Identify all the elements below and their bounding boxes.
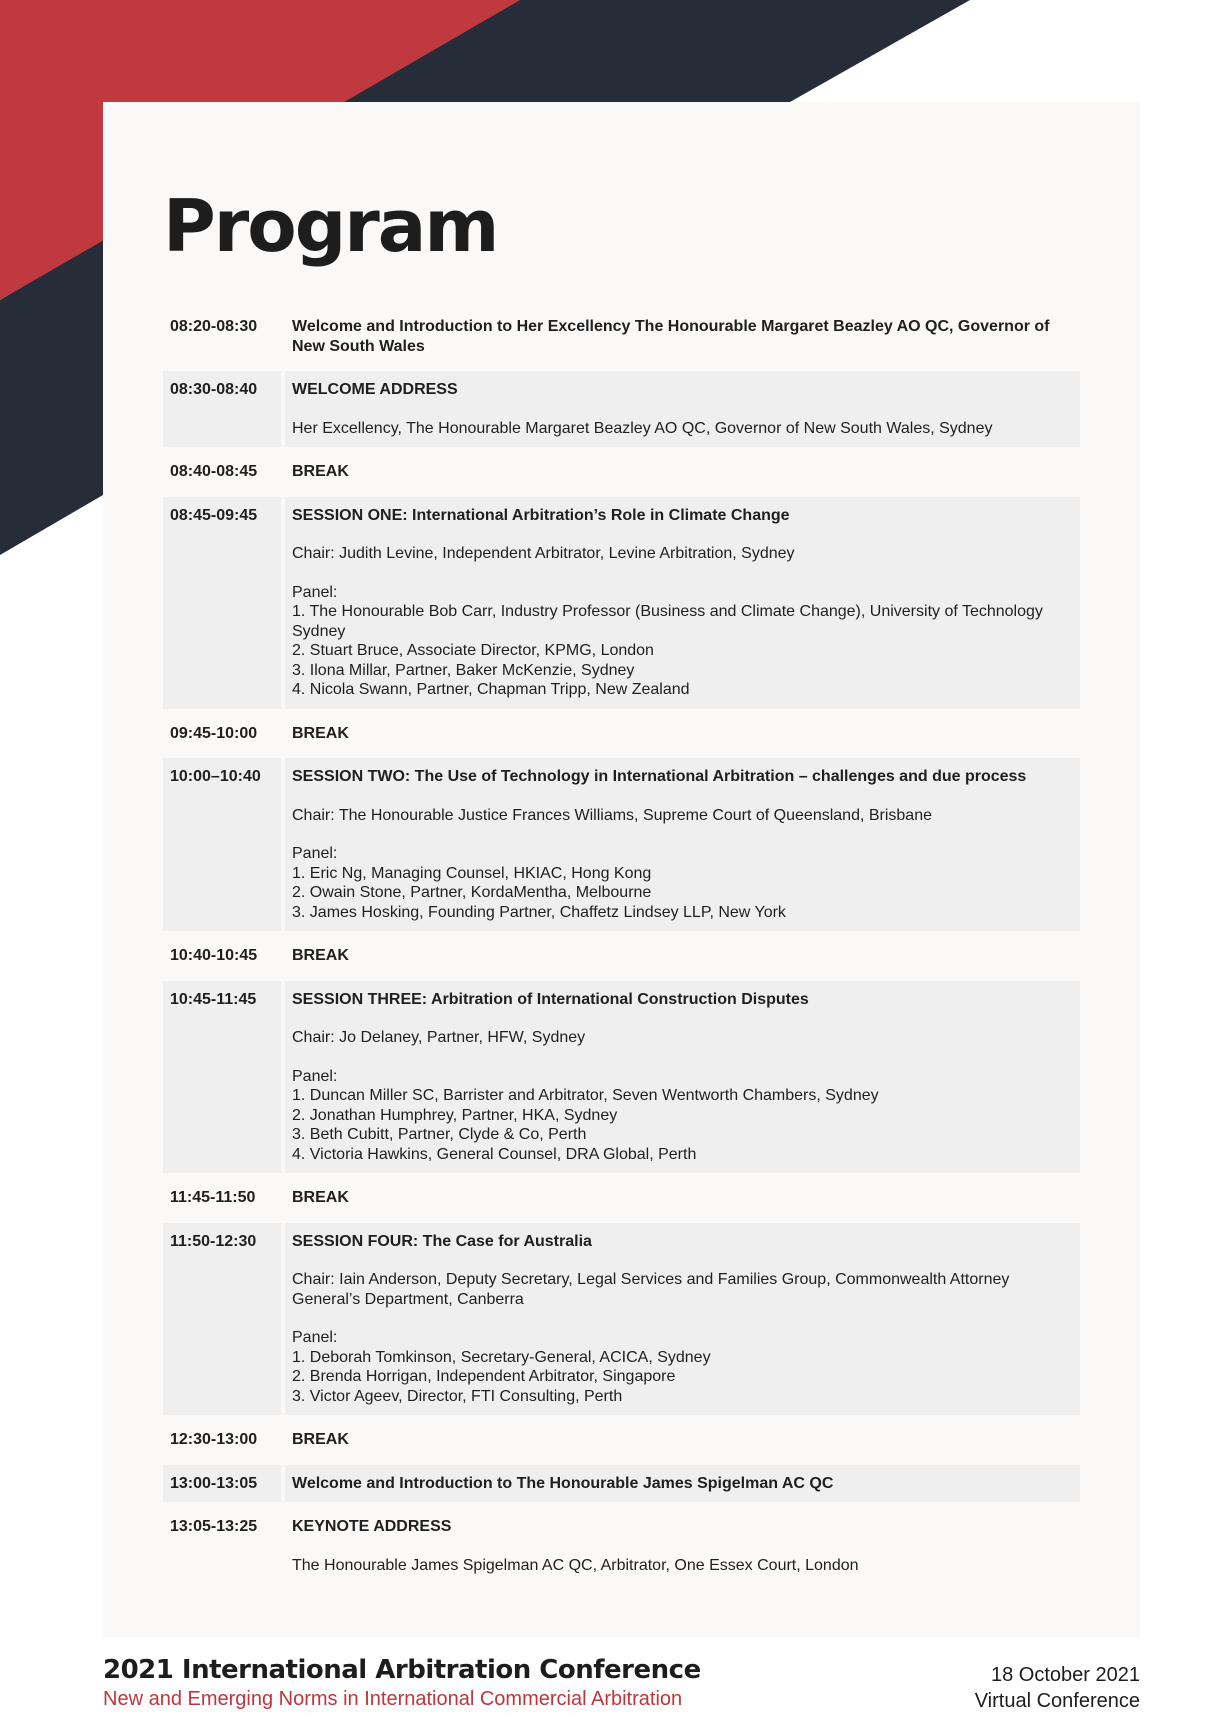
session-detail-block (292, 1067, 1072, 1165)
session-heading: SESSION ONE: International Arbitration’s Role in Climate Change (292, 506, 790, 524)
program-row (163, 758, 1080, 931)
conference-subtitle: New and Emerging Norms in International Commercial Arbitration (103, 1688, 683, 1710)
event-location: Virtual Conference (974, 1690, 1140, 1712)
session-detail-line: Panel: (292, 1067, 338, 1085)
session-details (281, 1223, 1080, 1416)
program-row (163, 308, 1080, 365)
session-details (281, 1179, 1080, 1217)
session-time: 10:00–10:40 (163, 758, 281, 931)
session-time: 13:00-13:05 (163, 1465, 281, 1503)
session-heading: SESSION THREE: Arbitration of International Construction Disputes (292, 990, 809, 1008)
session-time: 12:30-13:00 (163, 1421, 281, 1459)
session-details (281, 937, 1080, 975)
session-detail-line: 4. Nicola Swann, Partner, Chapman Tripp, New Zealand (292, 681, 690, 698)
session-detail-line: Chair: The Honourable Justice Frances Williams, Supreme Court of Queensland, Brisbane (292, 806, 932, 824)
program-row (163, 937, 1080, 975)
session-details (281, 1421, 1080, 1459)
session-heading: WELCOME ADDRESS (292, 381, 458, 398)
session-time: 08:45-09:45 (163, 497, 281, 709)
session-detail-block (292, 844, 1072, 922)
session-detail-line: 1. Eric Ng, Managing Counsel, HKIAC, Hong Kong (292, 864, 652, 882)
session-detail-line: 2. Owain Stone, Partner, KordaMentha, Melbourne (292, 884, 652, 901)
program-row (163, 1465, 1080, 1503)
session-detail-line: 2. Brenda Horrigan, Independent Arbitrator, Singapore (292, 1368, 676, 1385)
session-detail-block (292, 544, 1072, 564)
session-detail-line: 4. Victoria Hawkins, General Counsel, DRA Global, Perth (292, 1145, 697, 1163)
program-row (163, 371, 1080, 447)
session-detail-block (292, 419, 1072, 439)
session-detail-block (292, 1328, 1072, 1406)
session-heading: BREAK (292, 1431, 349, 1448)
conference-title: 2021 International Arbitration Conference (103, 1655, 701, 1685)
event-date: 18 October 2021 (991, 1664, 1140, 1686)
program-card (103, 102, 1140, 1637)
session-detail-block (292, 1556, 1072, 1576)
program-table (163, 302, 1080, 1590)
footer-event-info (975, 1662, 1140, 1714)
session-detail-line: 3. James Hosking, Founding Partner, Chaffetz Lindsey LLP, New York (292, 903, 786, 921)
session-heading: Welcome and Introduction to The Honourable James Spigelman AC QC (292, 1474, 834, 1492)
program-row (163, 1179, 1080, 1217)
session-detail-line: 3. Victor Ageev, Director, FTI Consulting, Perth (292, 1387, 623, 1405)
session-time: 13:05-13:25 (163, 1508, 281, 1584)
program-row (163, 497, 1080, 709)
session-details (281, 371, 1080, 447)
session-time: 08:20-08:30 (163, 308, 281, 365)
program-row (163, 453, 1080, 491)
session-heading: SESSION FOUR: The Case for Australia (292, 1232, 592, 1250)
program-row (163, 1508, 1080, 1584)
session-detail-line: Panel: (292, 845, 338, 862)
page-title: Program (163, 184, 498, 268)
session-detail-line: 1. The Honourable Bob Carr, Industry Professor (Business and Climate Change), University of Technology Sydney (292, 603, 1043, 640)
session-detail-line: 2. Jonathan Humphrey, Partner, HKA, Sydney (292, 1106, 618, 1124)
program-row (163, 1421, 1080, 1459)
session-details (281, 981, 1080, 1174)
session-detail-block (292, 583, 1072, 700)
session-time: 11:45-11:50 (163, 1179, 281, 1217)
footer-conference (103, 1655, 701, 1711)
session-detail-line: Panel: (292, 583, 338, 601)
session-detail-line: Chair: Jo Delaney, Partner, HFW, Sydney (292, 1029, 586, 1046)
session-detail-line: Panel: (292, 1329, 338, 1346)
session-detail-block (292, 806, 1072, 826)
session-detail-line: Chair: Iain Anderson, Deputy Secretary, Legal Services and Families Group, Commonwealth Attorney General’s Department, Canberra (292, 1271, 1010, 1308)
program-row (163, 715, 1080, 753)
session-details (281, 497, 1080, 709)
session-time: 10:45-11:45 (163, 981, 281, 1174)
session-time: 11:50-12:30 (163, 1223, 281, 1416)
session-detail-line: 2. Stuart Bruce, Associate Director, KPMG, London (292, 642, 654, 659)
session-time: 09:45-10:00 (163, 715, 281, 753)
program-row (163, 981, 1080, 1174)
session-details (281, 308, 1080, 365)
session-heading: SESSION TWO: The Use of Technology in International Arbitration – challenges and due process (292, 768, 1027, 785)
session-heading: BREAK (292, 724, 349, 742)
session-details (281, 715, 1080, 753)
session-heading: BREAK (292, 463, 349, 480)
session-detail-line: 1. Duncan Miller SC, Barrister and Arbitrator, Seven Wentworth Chambers, Sydney (292, 1087, 879, 1104)
session-details (281, 453, 1080, 491)
session-heading: BREAK (292, 947, 349, 964)
session-detail-line: 3. Beth Cubitt, Partner, Clyde & Co, Perth (292, 1126, 587, 1143)
session-detail-line: Chair: Judith Levine, Independent Arbitrator, Levine Arbitration, Sydney (292, 545, 795, 562)
session-details (281, 758, 1080, 931)
session-details (281, 1465, 1080, 1503)
session-heading: Welcome and Introduction to Her Excellency The Honourable Margaret Beazley AO QC, Governor of New South Wales (292, 318, 1050, 355)
program-row (163, 1223, 1080, 1416)
session-heading: KEYNOTE ADDRESS (292, 1518, 452, 1535)
session-detail-line: The Honourable James Spigelman AC QC, Arbitrator, One Essex Court, London (292, 1556, 859, 1574)
session-detail-block (292, 1028, 1072, 1048)
session-detail-block (292, 1270, 1072, 1309)
session-detail-line: Her Excellency, The Honourable Margaret Beazley AO QC, Governor of New South Wales, Sydney (292, 419, 993, 437)
session-time: 08:30-08:40 (163, 371, 281, 447)
program-table-body (163, 308, 1080, 1584)
session-details (281, 1508, 1080, 1584)
session-time: 10:40-10:45 (163, 937, 281, 975)
session-time: 08:40-08:45 (163, 453, 281, 491)
session-detail-line: 1. Deborah Tomkinson, Secretary-General, ACICA, Sydney (292, 1348, 711, 1366)
session-detail-line: 3. Ilona Millar, Partner, Baker McKenzie, Sydney (292, 661, 635, 679)
session-heading: BREAK (292, 1189, 349, 1206)
